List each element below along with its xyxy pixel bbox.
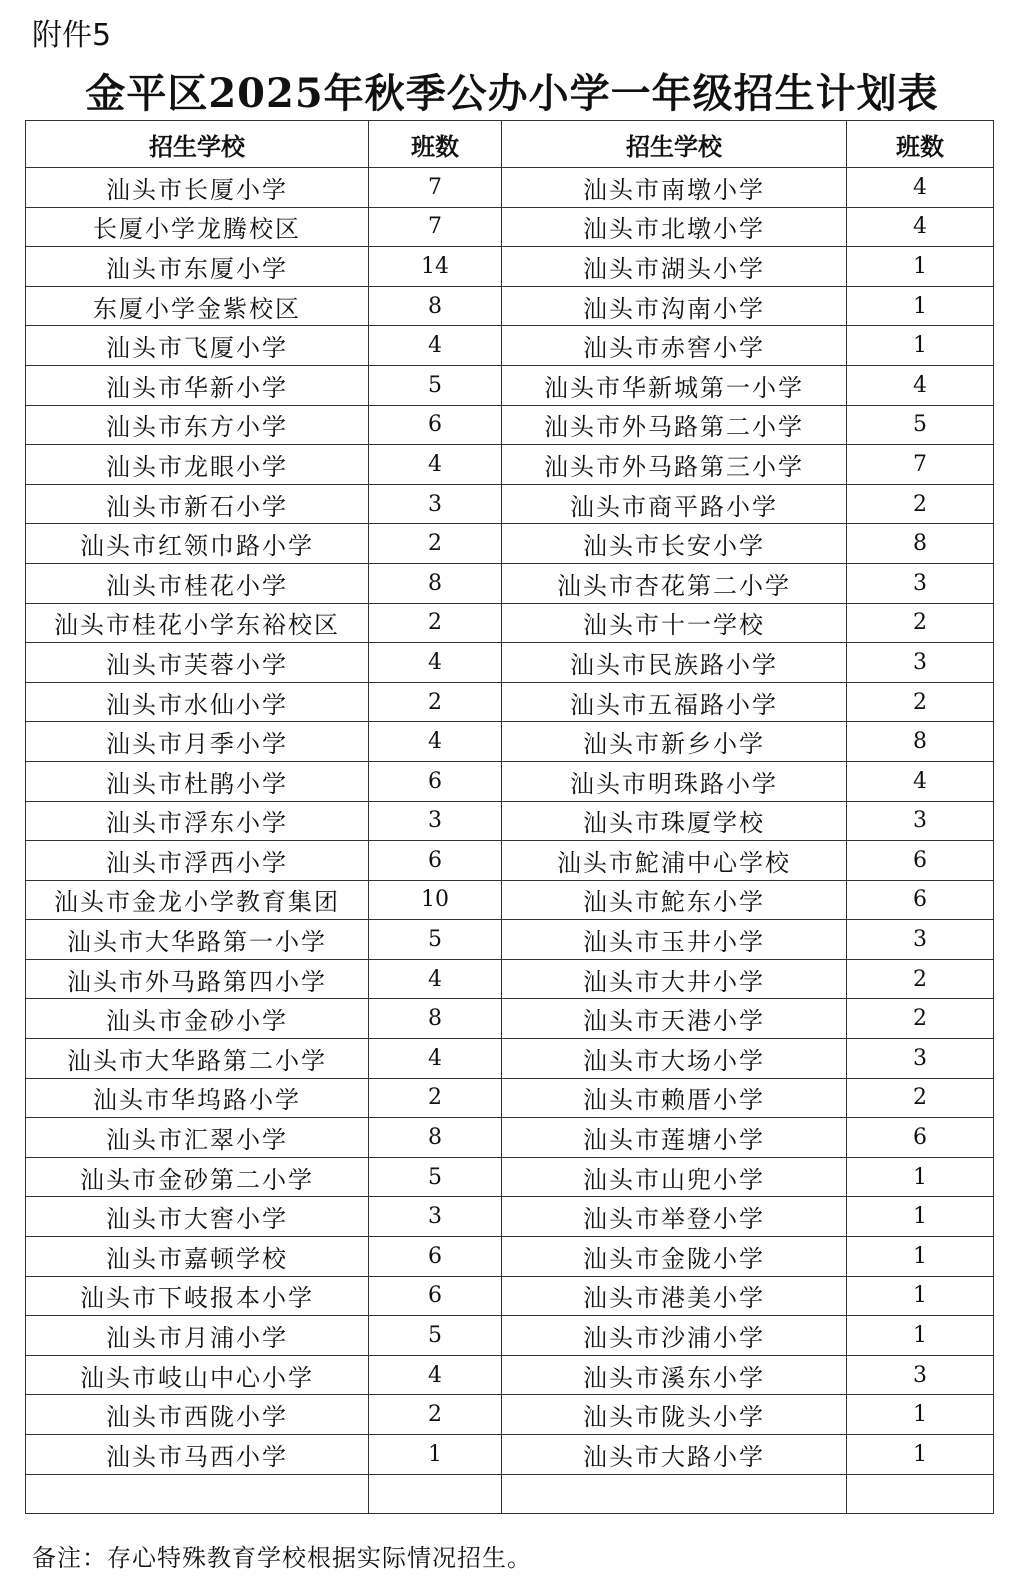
classes-right-cell: 1	[847, 1237, 994, 1277]
school-right-cell: 汕头市举登小学	[502, 1197, 847, 1237]
school-right-cell: 汕头市大场小学	[502, 1039, 847, 1079]
classes-right-cell: 8	[847, 524, 994, 564]
school-right-cell: 汕头市民族路小学	[502, 643, 847, 683]
school-right-cell: 汕头市大路小学	[502, 1435, 847, 1475]
school-right-cell: 汕头市南墩小学	[502, 168, 847, 208]
classes-right-cell: 1	[847, 1395, 994, 1435]
classes-left-cell: 6	[369, 761, 502, 801]
table-row	[26, 1355, 994, 1395]
school-right-cell: 汕头市鮀浦中心学校	[502, 841, 847, 881]
footnote: 备注：存心特殊教育学校根据实际情况招生。	[32, 1544, 532, 1572]
table-row	[26, 207, 994, 247]
school-right-cell: 汕头市大井小学	[502, 959, 847, 999]
school-right-cell: 汕头市陇头小学	[502, 1395, 847, 1435]
header-school-right: 招生学校	[502, 121, 847, 168]
classes-left-cell: 4	[369, 445, 502, 485]
school-right-cell: 汕头市商平路小学	[502, 484, 847, 524]
classes-right-cell: 4	[847, 168, 994, 208]
school-right-cell: 汕头市赖厝小学	[502, 1078, 847, 1118]
classes-right-cell: 1	[847, 247, 994, 287]
school-left-cell: 汕头市金砂小学	[26, 999, 369, 1039]
classes-right-cell: 2	[847, 959, 994, 999]
classes-right-cell: 2	[847, 1078, 994, 1118]
classes-left-cell: 4	[369, 959, 502, 999]
school-left-cell: 汕头市华新小学	[26, 365, 369, 405]
school-right-cell: 汕头市北墩小学	[502, 207, 847, 247]
classes-right-cell: 3	[847, 643, 994, 683]
table-header-row	[26, 121, 994, 168]
school-right-cell: 汕头市莲塘小学	[502, 1118, 847, 1158]
school-left-cell: 汕头市嘉顿学校	[26, 1237, 369, 1277]
classes-right-cell: 3	[847, 1039, 994, 1079]
classes-right-cell: 2	[847, 999, 994, 1039]
school-left-cell: 汕头市马西小学	[26, 1435, 369, 1475]
classes-right-cell: 5	[847, 405, 994, 445]
school-left-cell: 汕头市长厦小学	[26, 168, 369, 208]
classes-right-cell: 1	[847, 1316, 994, 1356]
school-left-cell	[26, 1474, 369, 1514]
school-left-cell: 汕头市浮西小学	[26, 841, 369, 881]
classes-left-cell: 7	[369, 207, 502, 247]
classes-right-cell: 6	[847, 880, 994, 920]
table-row	[26, 524, 994, 564]
classes-left-cell: 10	[369, 880, 502, 920]
school-right-cell: 汕头市五福路小学	[502, 682, 847, 722]
school-left-cell: 汕头市大华路第一小学	[26, 920, 369, 960]
classes-left-cell: 5	[369, 1316, 502, 1356]
classes-left-cell: 6	[369, 1276, 502, 1316]
school-left-cell: 汕头市汇翠小学	[26, 1118, 369, 1158]
table-row	[26, 682, 994, 722]
table-row	[26, 722, 994, 762]
school-right-cell: 汕头市外马路第二小学	[502, 405, 847, 445]
table-row	[26, 326, 994, 366]
table-row	[26, 841, 994, 881]
school-left-cell: 汕头市金砂第二小学	[26, 1157, 369, 1197]
table-row	[26, 484, 994, 524]
classes-left-cell: 4	[369, 643, 502, 683]
classes-right-cell: 3	[847, 801, 994, 841]
table-row	[26, 603, 994, 643]
header-school-left: 招生学校	[26, 121, 369, 168]
school-right-cell: 汕头市金陇小学	[502, 1237, 847, 1277]
table-row	[26, 405, 994, 445]
classes-right-cell: 4	[847, 761, 994, 801]
school-left-cell: 汕头市桂花小学东裕校区	[26, 603, 369, 643]
classes-right-cell: 1	[847, 326, 994, 366]
school-left-cell: 汕头市东方小学	[26, 405, 369, 445]
school-left-cell: 汕头市红领巾路小学	[26, 524, 369, 564]
classes-right-cell: 3	[847, 563, 994, 603]
school-left-cell: 汕头市华坞路小学	[26, 1078, 369, 1118]
school-left-cell: 汕头市新石小学	[26, 484, 369, 524]
table-row	[26, 1276, 994, 1316]
classes-left-cell: 7	[369, 168, 502, 208]
classes-left-cell: 4	[369, 1355, 502, 1395]
school-right-cell: 汕头市湖头小学	[502, 247, 847, 287]
school-right-cell: 汕头市赤窖小学	[502, 326, 847, 366]
school-left-cell: 汕头市芙蓉小学	[26, 643, 369, 683]
classes-left-cell: 8	[369, 1118, 502, 1158]
classes-right-cell: 2	[847, 682, 994, 722]
classes-left-cell: 5	[369, 920, 502, 960]
classes-left-cell: 2	[369, 603, 502, 643]
enrollment-plan-table	[25, 120, 994, 1514]
classes-right-cell: 2	[847, 603, 994, 643]
school-left-cell: 汕头市浮东小学	[26, 801, 369, 841]
classes-right-cell	[847, 1474, 994, 1514]
table-row	[26, 1237, 994, 1277]
school-right-cell: 汕头市杏花第二小学	[502, 563, 847, 603]
school-right-cell: 汕头市外马路第三小学	[502, 445, 847, 485]
classes-left-cell: 6	[369, 841, 502, 881]
classes-right-cell: 4	[847, 365, 994, 405]
attachment-label: 附件5	[32, 18, 112, 53]
classes-left-cell: 4	[369, 1039, 502, 1079]
classes-right-cell: 1	[847, 1276, 994, 1316]
classes-right-cell: 7	[847, 445, 994, 485]
classes-right-cell: 1	[847, 1197, 994, 1237]
school-left-cell: 汕头市月浦小学	[26, 1316, 369, 1356]
table-row	[26, 1039, 994, 1079]
classes-right-cell: 6	[847, 841, 994, 881]
school-right-cell: 汕头市明珠路小学	[502, 761, 847, 801]
classes-right-cell: 2	[847, 484, 994, 524]
school-left-cell: 东厦小学金紫校区	[26, 286, 369, 326]
header-classes-left: 班数	[369, 121, 502, 168]
school-right-cell: 汕头市长安小学	[502, 524, 847, 564]
table-row	[26, 920, 994, 960]
school-left-cell: 汕头市桂花小学	[26, 563, 369, 603]
classes-left-cell: 1	[369, 1435, 502, 1475]
school-left-cell: 汕头市金龙小学教育集团	[26, 880, 369, 920]
page-title: 金平区2025年秋季公办小学一年级招生计划表	[85, 70, 939, 117]
classes-right-cell: 1	[847, 1157, 994, 1197]
table-row	[26, 1157, 994, 1197]
school-right-cell: 汕头市鮀东小学	[502, 880, 847, 920]
school-right-cell: 汕头市溪东小学	[502, 1355, 847, 1395]
classes-left-cell: 5	[369, 365, 502, 405]
classes-left-cell: 3	[369, 484, 502, 524]
school-right-cell: 汕头市山兜小学	[502, 1157, 847, 1197]
table-row	[26, 999, 994, 1039]
school-right-cell: 汕头市玉井小学	[502, 920, 847, 960]
school-left-cell: 汕头市大华路第二小学	[26, 1039, 369, 1079]
school-left-cell: 汕头市下岐报本小学	[26, 1276, 369, 1316]
school-right-cell: 汕头市珠厦学校	[502, 801, 847, 841]
table-row	[26, 1474, 994, 1514]
school-left-cell: 汕头市杜鹃小学	[26, 761, 369, 801]
school-left-cell: 汕头市月季小学	[26, 722, 369, 762]
table-row	[26, 1197, 994, 1237]
school-right-cell: 汕头市天港小学	[502, 999, 847, 1039]
table-row	[26, 286, 994, 326]
table-row	[26, 445, 994, 485]
classes-right-cell: 4	[847, 207, 994, 247]
table-row	[26, 1118, 994, 1158]
classes-left-cell: 6	[369, 1237, 502, 1277]
table-row	[26, 563, 994, 603]
classes-left-cell: 8	[369, 563, 502, 603]
school-right-cell: 汕头市新乡小学	[502, 722, 847, 762]
classes-left-cell: 8	[369, 999, 502, 1039]
classes-right-cell: 3	[847, 1355, 994, 1395]
table-row	[26, 801, 994, 841]
classes-right-cell: 8	[847, 722, 994, 762]
school-left-cell: 汕头市水仙小学	[26, 682, 369, 722]
school-left-cell: 汕头市飞厦小学	[26, 326, 369, 366]
school-right-cell: 汕头市十一学校	[502, 603, 847, 643]
header-classes-right: 班数	[847, 121, 994, 168]
classes-left-cell: 6	[369, 405, 502, 445]
classes-left-cell: 2	[369, 524, 502, 564]
school-left-cell: 长厦小学龙腾校区	[26, 207, 369, 247]
school-right-cell: 汕头市沟南小学	[502, 286, 847, 326]
table-row	[26, 880, 994, 920]
table-row	[26, 1316, 994, 1356]
table-row	[26, 1078, 994, 1118]
classes-right-cell: 3	[847, 920, 994, 960]
table-body	[26, 168, 994, 1514]
classes-left-cell: 4	[369, 722, 502, 762]
school-left-cell: 汕头市大窖小学	[26, 1197, 369, 1237]
table-row	[26, 247, 994, 287]
table-row	[26, 365, 994, 405]
table-row	[26, 959, 994, 999]
school-right-cell: 汕头市华新城第一小学	[502, 365, 847, 405]
classes-left-cell: 2	[369, 1395, 502, 1435]
classes-left-cell: 2	[369, 682, 502, 722]
classes-left-cell: 14	[369, 247, 502, 287]
classes-left-cell: 3	[369, 801, 502, 841]
classes-right-cell: 1	[847, 286, 994, 326]
school-right-cell	[502, 1474, 847, 1514]
table-row	[26, 168, 994, 208]
table-row	[26, 1435, 994, 1475]
classes-left-cell: 8	[369, 286, 502, 326]
classes-left-cell: 2	[369, 1078, 502, 1118]
table-row	[26, 1395, 994, 1435]
classes-right-cell: 6	[847, 1118, 994, 1158]
classes-right-cell: 1	[847, 1435, 994, 1475]
school-left-cell: 汕头市岐山中心小学	[26, 1355, 369, 1395]
table-row	[26, 643, 994, 683]
classes-left-cell: 5	[369, 1157, 502, 1197]
classes-left-cell: 3	[369, 1197, 502, 1237]
school-left-cell: 汕头市东厦小学	[26, 247, 369, 287]
school-left-cell: 汕头市外马路第四小学	[26, 959, 369, 999]
school-right-cell: 汕头市港美小学	[502, 1276, 847, 1316]
classes-left-cell: 4	[369, 326, 502, 366]
school-left-cell: 汕头市西陇小学	[26, 1395, 369, 1435]
table-row	[26, 761, 994, 801]
classes-left-cell	[369, 1474, 502, 1514]
school-left-cell: 汕头市龙眼小学	[26, 445, 369, 485]
school-right-cell: 汕头市沙浦小学	[502, 1316, 847, 1356]
